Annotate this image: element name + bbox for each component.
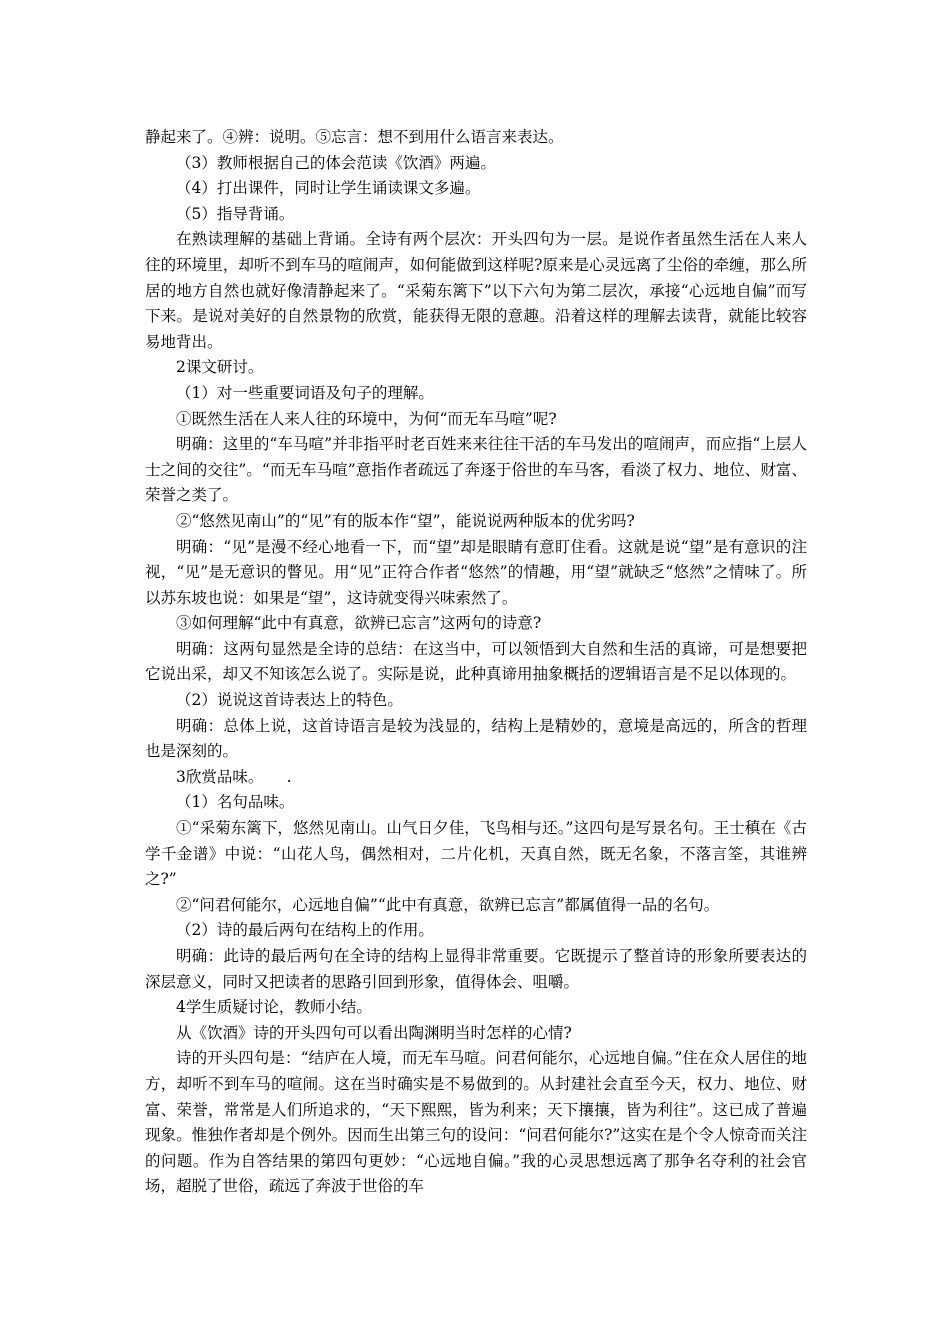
question: ②“悠然见南山”的“见”有的版本作“望”，能说说两种版本的优劣吗? — [176, 511, 635, 530]
section-heading: 2课文研讨。 — [176, 358, 264, 377]
section-heading: 4学生质疑讨论，教师小结。 — [176, 998, 372, 1017]
answer: 明确：这里的“车马喧”并非指平时老百姓来来往往干活的车马发出的喧闹声，而应指“上层人士之间的交往”。“而无车马喧”意指作者疏远了奔逐于俗世的车马客，看淡了权力、地位、财富、荣誉之类了。 — [145, 435, 807, 505]
paragraph: 在熟读理解的基础上背诵。全诗有两个层次：开头四句为一层。是说作者虽然生活在人来人往的环境里，却听不到车马的喧闹声，如何能做到这样呢?原来是心灵远离了尘俗的牵缠，那么所居的地方自然也就好像清静起来了。“采菊东篱下”以下六句为第二层次，承接“心远地自偏”而写下来。是说对美好的自然景物的欣赏，能获得无限的意趣。沿着这样的理解去读背，就能比较容易地背出。 — [145, 230, 807, 351]
answer: 明确：总体上说，这首诗语言是较为浅显的，结构上是精妙的，意境是高远的，所含的哲理也是深刻的。 — [145, 716, 807, 761]
question: 从《饮酒》诗的开头四句可以看出陶渊明当时怎样的心情? — [176, 1023, 572, 1042]
paragraph: 诗的开头四句是：“结庐在人境，而无车马喧。问君何能尔，心远地自偏。”住在众人居住的地方，却听不到车马的喧闹。这在当时确实是不易做到的。从封建社会直至今天，权力、地位、财富、荣誉，常常是人们所追求的，“天下熙熙，皆为利来；天下攘攘，皆为利往”。这已成了普遍现象。惟独作者却是个例外。因而生出第三句的设问：“问君何能尔?”这实在是个令人惊奇而关注的问题。作为自答结果的第四句更妙：“心远地自偏。”我的心灵思想远离了那争名夺利的社会官场，超脱了世俗，疏远了奔波于世俗的车 — [145, 1049, 807, 1196]
question: ③如何理解“此中有真意，欲辨已忘言”这两句的诗意? — [176, 614, 542, 633]
section-heading: 3欣赏品味。 . — [176, 767, 292, 786]
paragraph: ①“采菊东篱下，悠然见南山。山气日夕佳，飞鸟相与还。”这四句是写景名句。王士稹在《古学千金谱》中说：“山花人鸟，偶然相对，二片化机，天真自然，既无名象，不落言筌，其谁辨之?” — [145, 819, 807, 889]
paragraph: （5）指导背诵。 — [176, 204, 295, 223]
sub-heading: （2）说说这首诗表达上的特色。 — [176, 691, 403, 710]
sub-heading: （1）名句品味。 — [176, 793, 295, 812]
paragraph: 静起来了。④辨：说明。⑤忘言：想不到用什么语言来表达。 — [145, 128, 564, 146]
answer: 明确：此诗的最后两句在全诗的结构上显得非常重要。它既提示了整首诗的形象所要表达的深层意义，同时又把读者的思路引回到形象，值得体会、咀嚼。 — [145, 947, 807, 991]
answer: 明确：“见”是漫不经心地看一下，而“望”却是眼睛有意盯住看。这就是说“望”是有意识的注视，“见”是无意识的瞥见。用“见”正符合作者“悠然”的情趣，用“望”就缺乏“悠然”之情味了。所以苏东坡也说：如果是“望”，这诗就变得兴味索然了。 — [145, 537, 807, 607]
paragraph: （4）打出课件，同时让学生诵读课文多遍。 — [176, 179, 481, 198]
question: ①既然生活在人来人往的环境中，为何“而无车马喧”呢? — [176, 409, 557, 428]
sub-heading: （2）诗的最后两句在结构上的作用。 — [176, 921, 434, 940]
sub-heading: （1）对一些重要词语及句子的理解。 — [176, 383, 434, 402]
document-body — [145, 125, 807, 1200]
paragraph: ②“问君何能尔，心远地自偏”“此中有真意，欲辨已忘言”都属值得一品的名句。 — [176, 895, 720, 914]
answer: 明确：这两句显然是全诗的总结：在这当中，可以领悟到大自然和生活的真谛，可是想要把它说出采，却又不知该怎么说了。实际是说，此种真谛用抽象概括的逻辑语言是不足以体现的。 — [145, 639, 807, 684]
paragraph: （3）教师根据自己的体会范读《饮酒》两遍。 — [176, 153, 496, 172]
